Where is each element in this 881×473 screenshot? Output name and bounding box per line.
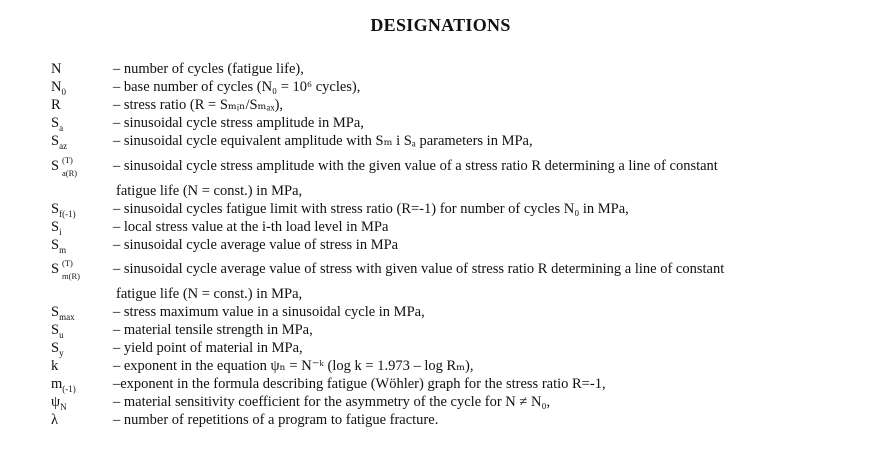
description: – base number of cycles (N₀ = 10⁶ cycles), [113,79,361,95]
page-title: DESIGNATIONS [370,15,511,35]
list-item [0,132,881,154]
description: – sinusoidal cycle stress amplitude in MPa, [113,115,364,131]
symbol: k [51,358,59,374]
symbol: $S_y$ [51,340,64,358]
list-item [0,260,881,282]
symbol: R [51,97,61,113]
description: – sinusoidal cycle average value of stress with given value of stress ratio R determining a line of constant [113,261,725,277]
symbol: $N_0$ [51,79,66,97]
description: – sinusoidal cycle stress amplitude with the given value of a stress ratio R determining a line of constant [113,158,718,174]
list-item [0,157,881,179]
symbol: $S_{f(-1)}$ [51,201,76,219]
symbol: N [51,61,62,77]
description: – yield point of material in MPa, [113,340,303,356]
description: –exponent in the formula describing fatigue (Wöhler) graph for the stress ratio R=-1, [113,376,606,392]
symbol: $S_u$ [51,322,64,340]
description: – stress maximum value in a sinusoidal cycle in MPa, [113,304,425,320]
symbol: $S_m$ [51,237,67,255]
symbol: $S_a$ [51,115,64,133]
description: – sinusoidal cycle average value of stress in MPa [113,237,399,253]
symbol: $S_{az}$ [51,133,68,151]
symbol: $S_i$ [51,219,62,237]
symbol: $m_{(-1)}$ [51,376,76,394]
description-continued: fatigue life (N = const.) in MPa, [116,183,303,199]
description: – sinusoidal cycle equivalent amplitude with Sₘ i Sₐ parameters in MPa, [113,133,533,149]
description: – number of repetitions of a program to fatigue fracture. [113,412,439,428]
symbol: $S_{max}$ [51,304,75,322]
symbol: S (T) m(R) [51,258,80,281]
symbol: S (T) a(R) [51,155,78,178]
description: – exponent in the equation ψₙ = N⁻ᵏ (log k = 1.973 – log Rₘ), [113,358,474,374]
description: – stress ratio (R = Sₘᵢₙ/Sₘₐₓ), [113,97,284,113]
description: – material sensitivity coefficient for the asymmetry of the cycle for N ≠ N₀, [113,394,551,410]
description-continued: fatigue life (N = const.) in MPa, [116,286,303,302]
description: – sinusoidal cycles fatigue limit with stress ratio (R=-1) for number of cycles N₀ in MPa, [113,201,629,217]
symbol: $\psi_N$ [51,394,67,412]
description: – material tensile strength in MPa, [113,322,313,338]
description: – local stress value at the i-th load level in MPa [113,219,389,235]
list-item [0,411,881,433]
description: – number of cycles (fatigue life), [113,61,304,77]
list-item [0,236,881,258]
symbol: λ [51,412,59,428]
